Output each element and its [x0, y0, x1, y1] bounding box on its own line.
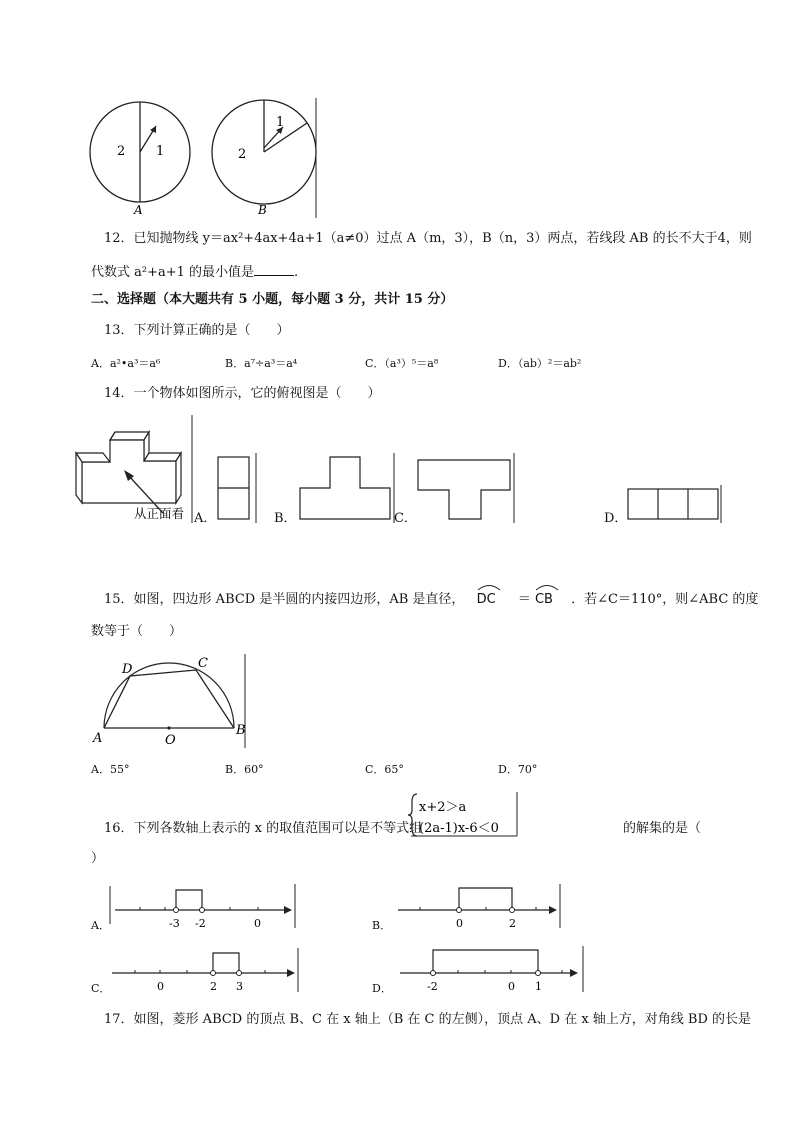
point-b-label: B: [236, 723, 246, 738]
view-arrow-caption: 从正面看: [134, 506, 185, 521]
spinner-b-label: B: [258, 203, 267, 217]
q16-option-b-label: B．: [372, 919, 392, 932]
q16-inequality-system: [405, 790, 525, 840]
number-line-a: [110, 884, 295, 930]
quadrilateral-abcd: [104, 670, 234, 728]
tick-label: -2: [195, 917, 206, 930]
q12-answer-blank: [254, 263, 294, 276]
q15-option-d: D．70°: [498, 763, 538, 776]
q15-figure: [0, 652, 794, 752]
q14-option-c-figure: [418, 460, 510, 519]
q14-label-b: B．: [274, 511, 297, 526]
q12-line2: [91, 263, 298, 281]
q16-stem-after: 的解集的是（: [623, 821, 702, 836]
q14-option-d-figure: [628, 489, 718, 519]
q15-option-a: A．55°: [91, 763, 130, 776]
tick-label: -2: [427, 980, 438, 993]
brace: [408, 794, 417, 836]
q12-line1: 12．已知抛物线 y＝ax²+4ax+4a+1（a≠0）过点 A（m，3），B（n，3）两点，若线段 AB 的长不大于4，则: [104, 231, 752, 246]
tick-label: 3: [236, 980, 243, 993]
tick-label: 0: [456, 917, 463, 930]
tick-label: 2: [210, 980, 217, 993]
spinner-b-divider-2: [264, 123, 307, 152]
interval-bracket-a: [176, 890, 202, 910]
point-o-label: O: [165, 733, 176, 748]
tick-label: -3: [169, 917, 180, 930]
q15-arc-dc: DC: [477, 592, 496, 608]
spinner-a-label: A: [134, 203, 143, 217]
q16-stem-close: ）: [91, 851, 105, 866]
inequality-2: (2a-1)x-6＜0: [419, 821, 499, 836]
q15-text-after: ．若∠C＝110°，则∠ABC 的度: [571, 592, 759, 607]
q16-option-a-label: A．: [91, 919, 110, 932]
q14-option-a-figure: [218, 457, 249, 519]
q14-label-a: A．: [194, 511, 217, 526]
q16-stem-before: 16．下列各数轴上表示的 x 的取值范围可以是不等式组: [104, 821, 423, 836]
q12-line2-text: 代数式 a²+a+1 的最小值是: [91, 265, 255, 280]
center-o: [167, 726, 170, 729]
q13-option-a: A．a²•a³＝a⁶: [91, 357, 161, 370]
q15-option-b: B．60°: [225, 763, 264, 776]
spinner-b-region-2: 2: [238, 147, 247, 162]
point-c-label: C: [198, 656, 208, 671]
q13-option-b: B．a⁷÷a³＝a⁴: [225, 357, 298, 370]
spinner-diagram: [0, 0, 794, 230]
section-heading: 二、选择题（本大题共有 5 小题，每小题 3 分，共计 15 分）: [91, 292, 454, 307]
interval-bracket-d: [433, 950, 538, 973]
q15-line2: 数等于（ ）: [91, 624, 183, 639]
number-line-c: [112, 948, 298, 993]
q15-arc-cb: CB: [535, 592, 553, 608]
spinner-a-region-1: 1: [156, 144, 165, 159]
tick-label: 1: [535, 980, 542, 993]
q13-option-c: C．（a³）⁵＝a⁸: [365, 357, 439, 370]
q13-option-d: D．（ab）²＝ab²: [498, 357, 582, 370]
number-line-b: [398, 884, 560, 930]
q16-option-d-label: D．: [372, 982, 392, 995]
q13-stem: 13．下列计算正确的是（ ）: [104, 323, 290, 338]
q15-equals: ＝: [517, 592, 531, 607]
q16-option-c-label: C．: [91, 982, 111, 995]
q15-line1: [104, 592, 758, 608]
q14-label-c: C．: [394, 511, 417, 526]
point-d-label: D: [122, 662, 133, 677]
q12-line2-end: .: [294, 265, 299, 280]
point-a-label: A: [93, 731, 103, 746]
interval-bracket-b: [459, 888, 512, 910]
q15-option-c: C．65°: [365, 763, 404, 776]
q14-stem: 14．一个物体如图所示，它的俯视图是（ ）: [104, 386, 381, 401]
spinner-a-region-2: 2: [117, 144, 126, 159]
q14-option-b-figure: [300, 457, 390, 519]
tick-label: 2: [509, 917, 516, 930]
inequality-1: x+2＞a: [419, 800, 467, 815]
q15-text-before: 15．如图，四边形 ABCD 是半圆的内接四边形，AB 是直径，: [104, 592, 465, 607]
tick-label: 0: [254, 917, 261, 930]
q14-label-d: D．: [604, 511, 628, 526]
spinner-b-region-1: 1: [276, 115, 285, 130]
q16-number-lines: [0, 880, 794, 1000]
q14-solid-object: [76, 432, 181, 503]
q17-line1: 17．如图，菱形 ABCD 的顶点 B、C 在 x 轴上（B 在 C 的左侧），顶点 A、D 在 x 轴上方，对角线 BD 的长是: [104, 1012, 752, 1027]
tick-label: 0: [508, 980, 515, 993]
tick-label: 0: [157, 980, 164, 993]
number-line-d: [400, 946, 583, 993]
interval-bracket-c: [213, 953, 239, 973]
